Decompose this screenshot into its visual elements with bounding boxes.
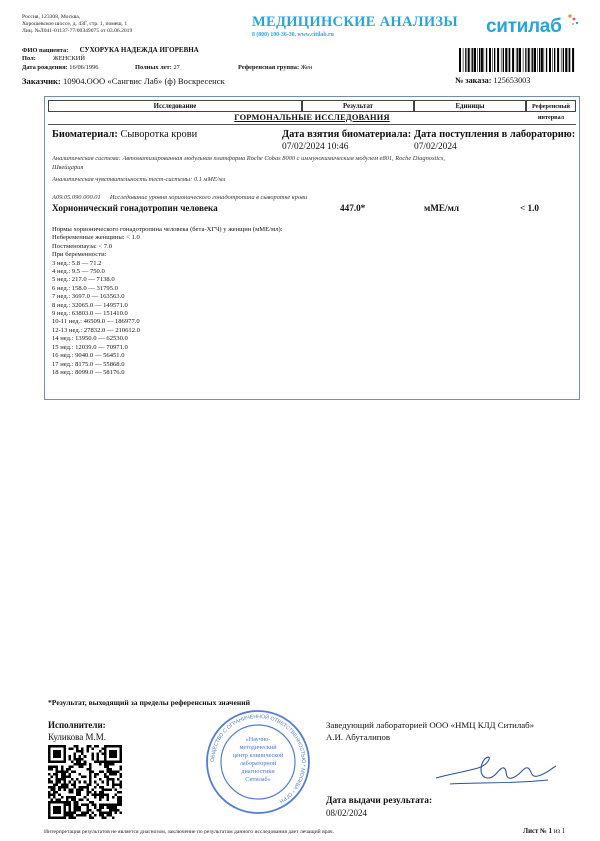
- patient-refgroup-row: [238, 64, 312, 72]
- taken-value: 07/02/2024 10:46: [282, 142, 349, 152]
- norm-line: 9 нед.: 63803.0 — 151410.0: [52, 310, 128, 318]
- received-value: 07/02/2024: [414, 142, 457, 152]
- norm-line: При беременности:: [52, 251, 107, 259]
- order-number: [455, 76, 530, 85]
- study-name: Исследование уровня хорионического гонадотропина в сыворотке крови: [109, 194, 308, 201]
- customer-label: Заказчик:: [22, 76, 61, 86]
- head-of-lab-name: А.И. Абуталипов: [326, 732, 391, 742]
- age-label: Полных лет:: [135, 64, 172, 71]
- svg-text:методический: методический: [239, 744, 277, 751]
- norm-line: 3 нед.: 5.8 — 71.2: [52, 259, 102, 267]
- analytical-system: Аналитическая система: Автоматизированная модульная платформа Roche Cobas 8000 с иммунохимическим модулем e801, Roche Diagnostics, Швейцария: [52, 155, 445, 171]
- issue-date-label: Дата выдачи результата:: [326, 796, 433, 806]
- norm-line: 8 нед.: 32065.0 — 149571.0: [52, 301, 128, 309]
- svg-text:Ситилаб»: Ситилаб»: [245, 776, 271, 783]
- customer-value: 10904.ООО «Сангвис Лаб» (ф) Воскресенск: [63, 76, 225, 86]
- analytical-sensitivity: Аналитическая чувствительность тест-системы: 0.1 мМЕ/мл: [52, 176, 226, 183]
- norm-line: 4 нед.: 9.5 — 750.0: [52, 268, 105, 276]
- lab-title: МЕДИЦИНСКИЕ АНАЛИЗЫ: [252, 14, 458, 30]
- section-title: ГОРМОНАЛЬНЫЕ ИССЛЕДОВАНИЯ: [234, 113, 390, 122]
- signature: [430, 744, 562, 796]
- norm-line: 17 нед.: 8175.0 — 55868.0: [52, 360, 125, 368]
- patient-refgroup: Жен: [300, 64, 313, 71]
- norm-line: 12-13 нед.: 27832.0 — 210612.0: [52, 326, 140, 334]
- study-code: A09.05.090.000.01: [52, 194, 101, 201]
- norm-line: 18 нед.: 8099.0 — 58176.0: [52, 368, 125, 376]
- col-study: Исследование: [48, 100, 302, 112]
- head-of-lab-label: Заведующий лабораторией ООО «НМЦ КЛД Ситилаб»: [326, 720, 535, 730]
- norm-line: 7 нед.: 3697.0 — 163563.0: [52, 293, 125, 301]
- received-label: Дата поступления в лабораторию:: [414, 129, 576, 140]
- order-barcode: [459, 48, 577, 72]
- license-line: Лиц. №Л041-01137-77/00349075 от 03.06.2019: [22, 28, 133, 35]
- patient-dob-row: [22, 64, 98, 72]
- col-reference: Референсный интервал: [526, 100, 576, 112]
- study-line: [52, 194, 307, 201]
- address-line: Россия, 123308, Москва,: [22, 14, 81, 20]
- biomaterial-value: Сыворотка крови: [120, 129, 198, 140]
- svg-text:лабораторной: лабораторной: [239, 760, 277, 767]
- sex-label: Пол:: [22, 55, 36, 62]
- dob-label: Дата рождения:: [22, 64, 68, 71]
- order-value: 125653003: [493, 76, 531, 85]
- brand-logo-icon: [566, 12, 580, 40]
- result-value: 447.0*: [340, 203, 366, 213]
- col-units: Единицы: [414, 100, 526, 112]
- norm-line: 16 нед.: 9040.0 — 56451.0: [52, 352, 125, 360]
- issue-date-value: 08/02/2024: [326, 808, 368, 818]
- patient-fio-row: [22, 46, 199, 55]
- svg-text:ОБЩЕСТВО С ОГРАНИЧЕННОЙ ОТВЕТС: ОБЩЕСТВО С ОГРАНИЧЕННОЙ ОТВЕТСТВЕННОСТЬЮ * МОСКВА * ОГРН: [209, 713, 307, 805]
- fio-label: ФИО пациента:: [22, 47, 69, 54]
- page-counter: Лист № 1 из 1: [523, 828, 566, 835]
- norm-line: 6 нед.: 158.0 — 31795.0: [52, 284, 118, 292]
- col-result: Результат: [302, 100, 414, 112]
- address-line: Хорошевское шоссе, д. 43Г, стр. 1, помещ. 1: [22, 21, 128, 28]
- brand-logo: ситилаб: [486, 16, 562, 37]
- refgroup-label: Референсная группа:: [238, 64, 300, 71]
- qr-code: [48, 745, 122, 819]
- footnote: *Результат, выходящий за пределы референсных значений: [48, 698, 250, 707]
- patient-age: 27: [173, 64, 180, 71]
- customer-row: [22, 76, 225, 86]
- patient-age-row: [135, 64, 180, 72]
- analyte-name: Хорионический гонадотропин человека: [52, 203, 218, 213]
- norm-line: 5 нед.: 217.0 — 7138.0: [52, 276, 115, 284]
- svg-text:центр клинической: центр клинической: [232, 752, 284, 759]
- svg-text:«Научно-: «Научно-: [245, 736, 271, 743]
- patient-sex-row: [22, 55, 85, 63]
- order-label: № заказа:: [455, 76, 492, 85]
- norm-line: 15 нед.: 12039.0 — 70971.0: [52, 343, 128, 351]
- executors-label: Исполнители:: [48, 720, 106, 730]
- taken-label: Дата взятия биоматериала:: [282, 129, 412, 140]
- biomaterial-label: Биоматериал:: [52, 129, 118, 140]
- svg-text:диагностики: диагностики: [241, 768, 275, 775]
- result-reference: < 1.0: [520, 203, 540, 213]
- executor-name: Куликова М.М.: [48, 732, 107, 742]
- patient-sex: ЖЕНСКИЙ: [53, 55, 86, 62]
- divider: [48, 124, 576, 125]
- norm-line: Постменопауза: < 7.0: [52, 242, 112, 250]
- result-units: мМЕ/мл: [424, 203, 460, 213]
- lab-address: [22, 14, 132, 36]
- patient-name: СУХОРУКА НАДЕЖДА ИГОРЕВНА: [79, 46, 199, 54]
- lab-contacts: 8 (800) 100-36-30, www.citilab.ru: [252, 32, 334, 38]
- biomaterial: [52, 129, 197, 140]
- norm-line: 14 нед.: 13950.0 — 62530.0: [52, 335, 128, 343]
- disclaimer: Интерпретация результатов не является диагнозом, заключение по результатам данного исследования дает лечащий врач.: [44, 829, 334, 835]
- patient-dob: 16/06/1996: [69, 64, 99, 71]
- norm-line: 10-11 нед.: 46509.0 — 186977.0: [52, 318, 140, 326]
- norm-line: Небеременные женщины: < 1.0: [52, 234, 140, 242]
- norms-title: Нормы хорионического гонадотропина человека (бета-ХГЧ) у женщин (мМЕ/мл):: [52, 226, 283, 233]
- reference-norms: [52, 226, 283, 377]
- lab-stamp: [204, 708, 312, 816]
